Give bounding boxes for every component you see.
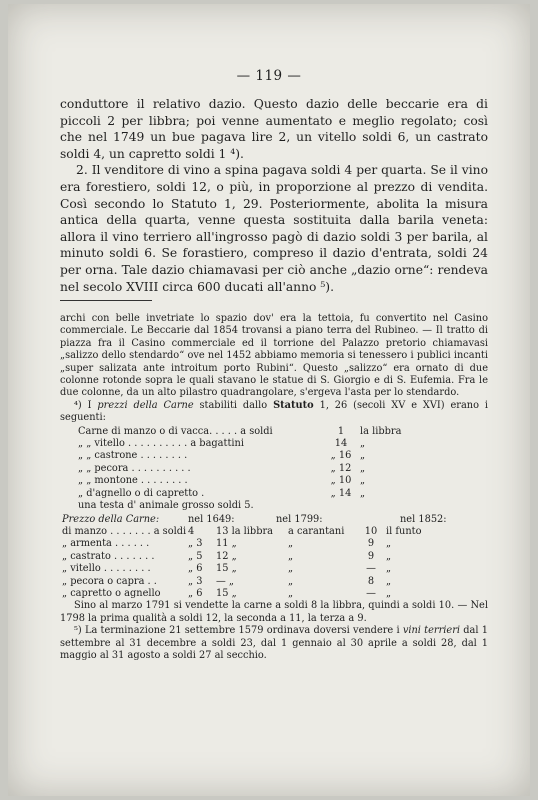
footnote-4-italic: prezzi della Carne [97,399,194,411]
table-cell: „ 16 [330,450,352,462]
footnote-5-post: dal 1 settembre al 31 decembre a soldi 23, dal 1 gennaio al 30 aprile a soldi 28, dal 1 maggio al 31 agosto a soldi 27 al secchio. [60,625,488,661]
table-cell: la libbra [360,425,402,437]
table-cell: „ „ pecora . . . . . . . . . . [78,462,191,474]
footnote-4-statute: Statuto [273,399,314,411]
table-cell: „ „ montone . . . . . . . . [78,475,188,487]
footnote-4-mark: ⁴) [74,399,82,411]
price-table-years [60,514,488,601]
table-row [60,538,488,550]
table-cell: „ [386,587,392,599]
table-cell: „ d'agnello o di capretto . [78,487,205,499]
table-cell: „ 5 [188,550,203,562]
table-row [60,576,488,588]
table-row [60,463,488,475]
table-cell: „ 6 [188,587,203,599]
table-row [60,563,488,575]
table-cell: „ „ vitello . . . . . . . . . . a bagattini [78,438,244,450]
table-cell: „ 6 [188,563,203,575]
main-paragraph-2: 2. Il venditore di vino a spina pagava soldi 4 per quarta. Se il vino era forestiero, soldi 12, o più, in proporzione al prezzo di vendita. Così secondo lo Statuto 1, 29. Posteriormente, abolita la misura antica della quarta, venne questa sostituita dalla barila veneta: allora il vino terriero all'ingrosso pagò di dazio soldi 3 per barila, al minuto soldi 6. Se forastiero, compreso il dazio d'entrata, soldi 24 per orna. Tale dazio chiamavasi per ciò anche „dazio orne“: rendeva nel secolo XVIII circa 600 ducati all'anno ⁵). [60,163,488,294]
table-cell: „ 10 [330,475,352,487]
footnote-5-mark: ⁵) [74,625,82,637]
table-cell: „ [288,563,294,575]
footnote-4-pre: I [87,399,92,411]
table-cell: „ [360,462,366,474]
table-cell: 14 [334,438,348,450]
table-cell: 1 [337,425,345,437]
table-cell: „ 12 [330,462,352,474]
table-cell: 15 „ [216,587,237,599]
table-header-row [60,514,488,526]
table-header-1799: nel 1799: [276,513,323,525]
table-cell: 10 [364,525,378,537]
table-row [60,588,488,600]
footnotes [60,313,488,662]
table-cell: „ [288,538,294,550]
footnote-5-pre: La terminazione 21 settembre 1579 ordinava doversi vendere i [84,625,400,637]
table-row [60,488,488,500]
table-cell: a carantani [288,525,345,537]
table-cell: „ 3 [188,538,203,550]
table-cell: „ capretto o agnello [62,587,161,599]
table-cell: „ „ castrone . . . . . . . . [78,450,188,462]
table-header-label: Prezzo della Carne: [62,513,160,525]
footnote-4-mid: stabiliti dallo [199,399,268,411]
page-number: — 119 — [236,68,302,84]
footnote-4 [60,400,488,425]
table-row [60,551,488,563]
table-cell: „ [386,538,392,550]
table-cell: „ 3 [188,575,203,587]
table-row [60,500,488,512]
footnote-separator [60,300,152,301]
table-cell: „ castrato . . . . . . . [62,550,155,562]
table-cell: 15 „ [216,563,237,575]
table-cell: „ [288,587,294,599]
table-cell: „ vitello . . . . . . . . [62,563,151,575]
table-cell: 13 la libbra [216,525,274,537]
table-cell: 4 [188,525,195,537]
table-note: una testa d' animale grosso soldi 5. [78,500,254,512]
table-cell: 9 [367,538,375,550]
table-cell: — [366,563,376,575]
main-text [60,96,488,295]
table-cell: „ [360,487,366,499]
footnote-5 [60,625,488,662]
table-cell: „ [386,575,392,587]
table-cell: „ [360,438,366,450]
footnote-5-italic: vini terrieri [402,625,461,637]
footnote-4-closing: Sino al marzo 1791 si vendette la carne a soldi 8 la libbra, quindi a soldi 10. — Nel 1798 la prima qualità a soldi 12, la seconda a 11, la terza a 9. [60,600,488,624]
main-paragraph-1: conduttore il relativo dazio. Questo dazio delle beccarie era di piccoli 2 per libbra; poi venne aumentato e meglio regolato; così che nel 1749 un bue pagava lire 2, un vitello soldi 6, un castrato soldi 4, un capretto soldi 1 ⁴). [60,97,488,161]
table-row [60,475,488,487]
table-cell: „ [360,450,366,462]
table-cell: il funto [386,525,422,537]
table-row [60,438,488,450]
table-cell: „ [386,563,392,575]
table-cell: „ [360,475,366,487]
table-row [60,526,488,538]
table-header-1649: nel 1649: [188,513,235,525]
table-cell: — [366,587,376,599]
table-cell: „ [288,575,294,587]
table-cell: Carne di manzo o di vacca. . . . . a soldi [78,425,273,437]
table-cell: di manzo . . . . . . . a soldi [62,525,187,537]
table-row [60,450,488,462]
table-cell: „ armenta . . . . . . [62,538,150,550]
footnote-continuation: archi con belle invetriate lo spazio dov' era la tettoia, fu convertito nel Casino commerciale. Le Beccarie dal 1854 trovansi a piano terra del Rubineo. — Il tratto di piazza fra il Casino commerciale ed il torrione del Palazzo pretorio chiamavasi „salizzo dello stendardo“ ove nel 1452 abbiamo memoria si tenessero i publici incanti „super salizata ante introitum porto Rubini“. Questo „salizzo“ era ornato di due colonne rotonde sopra le quali stavano le statue di S. Giorgio e di S. Eufemia. Fra le due colonne, da un alto pilastro quadrangolare, s'ergeva l'asta per lo stendardo. [60,313,488,399]
table-cell: „ pecora o capra . . [62,575,157,587]
table-cell: 12 „ [216,550,237,562]
table-cell: 9 [367,550,375,562]
table-cell: „ 14 [330,487,352,499]
table-cell: 8 [367,575,375,587]
table-cell: — „ [216,575,234,587]
table-header-1852: nel 1852: [400,513,447,525]
table-cell: 11 „ [216,538,237,550]
table-cell: „ [288,550,294,562]
price-table-statute [60,426,488,513]
footnote-4-post: 1, 26 (secoli XV e XVI) erano i seguenti: [60,399,488,424]
book-page [8,4,530,796]
table-row [60,426,488,438]
table-cell: „ [386,550,392,562]
